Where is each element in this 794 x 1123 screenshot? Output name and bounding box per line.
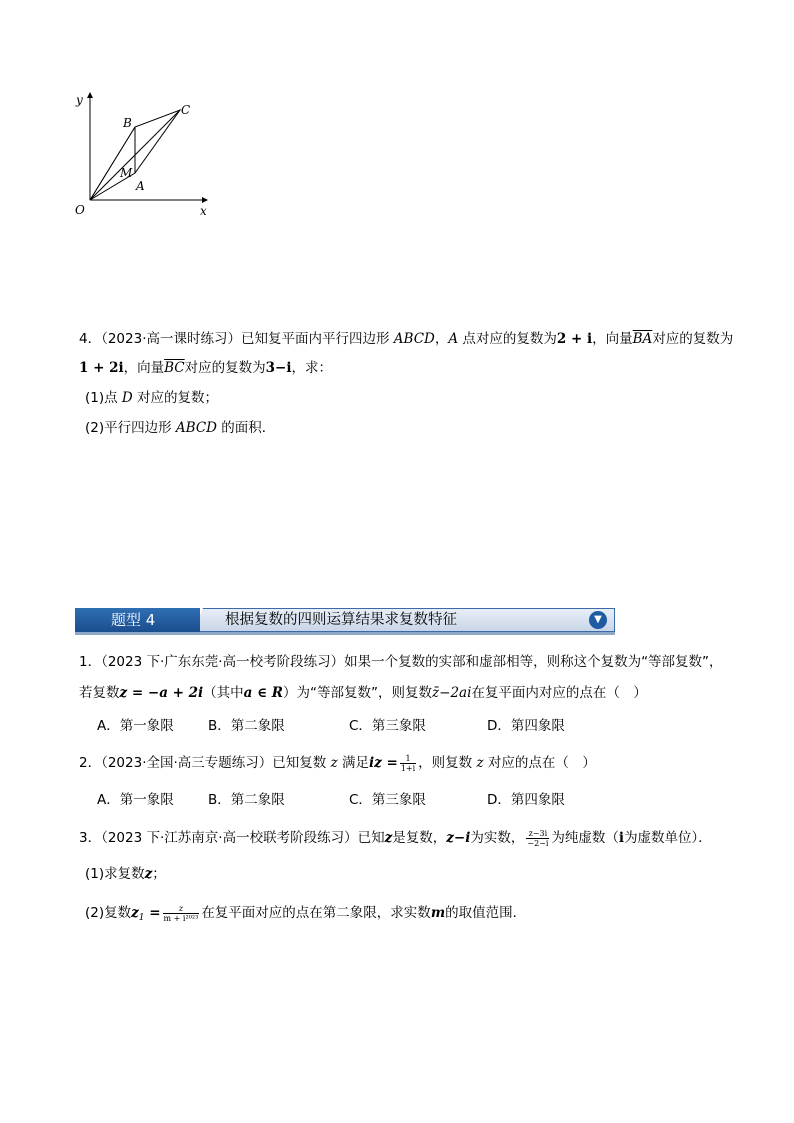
label-y: y: [76, 93, 83, 107]
segment-om: [90, 127, 135, 200]
label-m: M: [120, 166, 133, 180]
p1-option-b[interactable]: B．第二象限: [208, 718, 285, 734]
q4-sub-1: (1)点 D 对应的复数；: [85, 390, 219, 406]
q4-line-1: 4．（2023·高一课时练习）已知复平面内平行四边形 ABCD，A 点对应的复数为2 + i，向量$\overline{BA}$对应的复数为: [79, 331, 734, 347]
label-o: O: [75, 203, 85, 217]
section-banner: [75, 608, 615, 634]
fraction-z-over-m-plus-i: $\frac{z}{\text{m + i²⁰²³}}$: [163, 903, 199, 923]
p2-option-c[interactable]: C．第三象限: [349, 792, 426, 808]
p2-line: 2．（2023·全国·高三专题练习）已知复数 z 满足iz = $\frac{1}{1+i}$ ，则复数 z 对应的点在（ ）: [79, 753, 596, 773]
label-x: x: [200, 204, 207, 218]
p3-sub-1: (1)求复数z；: [85, 866, 166, 882]
fraction-z-minus-3i: $\frac{z-3i}{-2-i}$: [527, 828, 549, 848]
collapse-icon[interactable]: ▼: [589, 611, 607, 629]
q4-line-2: 1 + 2i，向量$\overline{BC}$对应的复数为3−i，求：: [79, 360, 332, 376]
p1-option-a[interactable]: A．第一象限: [97, 718, 174, 734]
p2-option-a[interactable]: A．第一象限: [97, 792, 174, 808]
p3-line: 3．（2023 下·江苏南京·高一校联考阶段练习）已知z是复数，z−i为实数， $\frac{z-3i}{-2-i}$ 为纯虚数（i为虚数单位）．: [79, 828, 712, 848]
p2-option-b[interactable]: B．第二象限: [208, 792, 285, 808]
p1-line-2: 若复数z = −a + 2i（其中a ∈ R）为“等部复数”，则复数z̄−2ai在复平面内对应的点在（ ）: [79, 685, 647, 701]
p1-option-d[interactable]: D．第四象限: [487, 718, 565, 734]
p1-line-1: 1．（2023 下·广东东莞·高一校考阶段练习）如果一个复数的实部和虚部相等，则称这个复数为“等部复数”，: [79, 654, 723, 670]
q4-sub-2: (2)平行四边形 ABCD 的面积．: [85, 420, 276, 436]
p2-option-d[interactable]: D．第四象限: [487, 792, 565, 808]
label-c: C: [181, 103, 191, 117]
vector-ba: $\overline{BA}$: [632, 331, 653, 347]
parallelogram-figure: [70, 90, 220, 220]
fraction-1-over-1-plus-i: $\frac{1}{1+i}$: [400, 753, 416, 773]
section-title: 根据复数的四则运算结果求复数特征: [225, 612, 457, 628]
p3-sub-2: (2)复数$z_1$ = $\frac{z}{\text{m + i²⁰²³}}$ 在复平面对应的点在第二象限，求实数m的取值范围．: [85, 903, 527, 923]
p1-option-c[interactable]: C．第三象限: [349, 718, 426, 734]
section-tag: 题型 4: [75, 608, 200, 632]
vector-bc: $\overline{BC}$: [164, 360, 185, 376]
label-b: B: [123, 116, 132, 130]
label-a: A: [136, 179, 145, 193]
